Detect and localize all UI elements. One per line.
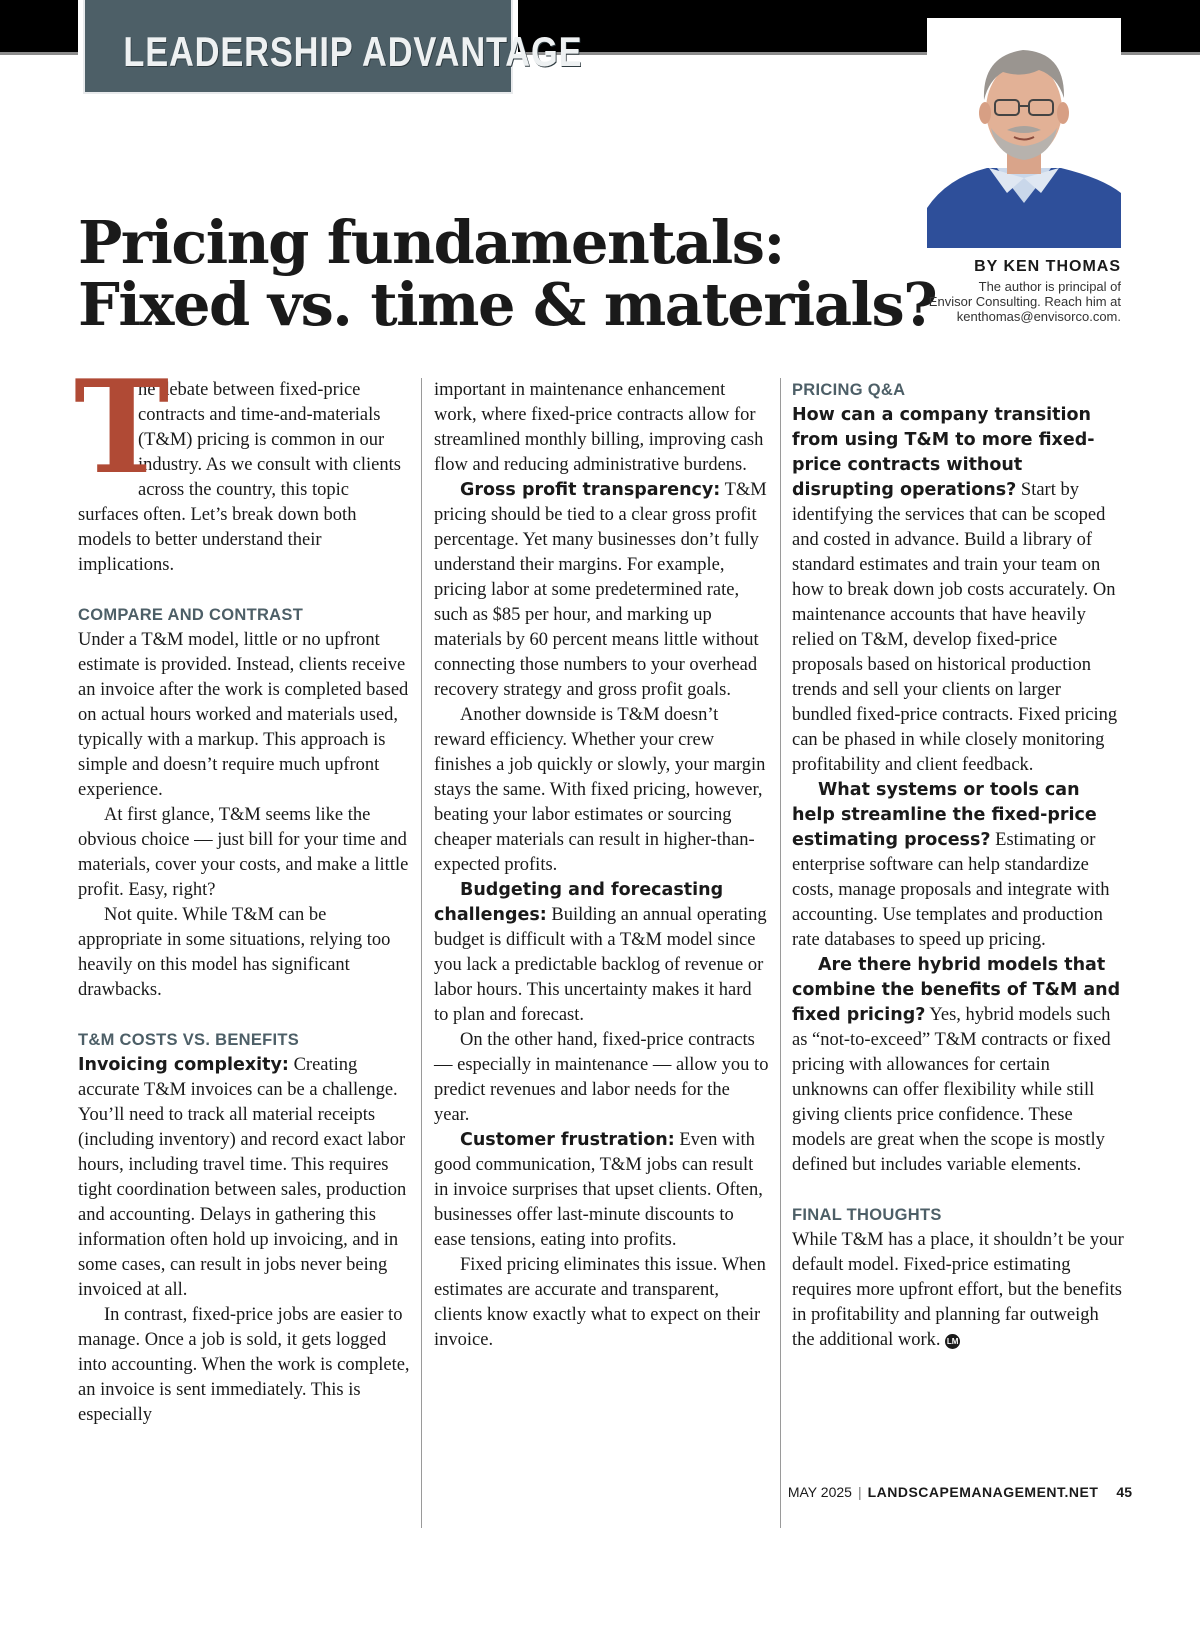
author-portrait-illustration <box>927 18 1121 248</box>
section-heading-final-thoughts: FINAL THOUGHTS <box>792 1206 942 1224</box>
paragraph: On the other hand, fixed-price contracts — especially in maintenance — allow you to predict revenues and labor needs for the year. <box>434 1030 769 1125</box>
paragraph <box>792 1228 1124 1353</box>
paragraph: At first glance, T&M seems like the obvious choice — just bill for your time and materials, cover your costs, and make a little profit. Easy, right? <box>78 805 409 900</box>
paragraph: Not quite. While T&M can be appropriate in some situations, relying too heavily on this model has significant drawbacks. <box>78 905 391 1000</box>
question: How can a company transition from using T&M to more fixed-price contracts without disrupting operations? <box>792 405 1095 500</box>
answer: Estimating or enterprise software can help standardize costs, manage proposals and integrate with accounting. Use templates and production rate databases to speed up pricing. <box>792 830 1110 950</box>
paragraph <box>434 478 769 703</box>
article-column-3 <box>792 378 1124 1353</box>
section-banner-label: LEADERSHIP ADVANTAGE <box>123 28 583 75</box>
paragraph: Another downside is T&M doesn’t reward efficiency. Whether your crew finishes a job quickly or slowly, your margin stays the same. With fixed pricing, however, beating your labor estimates or sourcing cheaper materials can result in higher-than-expected profits. <box>434 705 766 875</box>
paragraph-text: Even with good communication, T&M jobs can result in invoice surprises that upset clients. Often, businesses offer last-minute discounts to ease tensions, eating into profits. <box>434 1130 763 1250</box>
answer: Start by identifying the services that can be scoped and costed in advance. Build a library of standard estimates and train your team on how to break down job costs accurately. On maintenance accounts that have heavily relied on T&M, develop fixed-price proposals based on historical production trends and sell your clients on larger bundled fixed-price contracts. Fixed pricing can be phased in while closely monitoring profitability and client feedback. <box>792 480 1118 775</box>
qa-item <box>792 778 1124 953</box>
author-photo <box>927 18 1121 248</box>
lead-in-invoicing: Invoicing complexity: <box>78 1055 289 1075</box>
answer: Yes, hybrid models such as “not-to-exceed” T&M contracts or fixed pricing with allowances for certain unknowns can offer flexibility while still giving clients price confidence. These models are great when the scope is mostly defined but includes variable elements. <box>792 1005 1111 1175</box>
paragraph: In contrast, fixed-price jobs are easier to manage. Once a job is sold, it gets logged into accounting. When the work is complete, an invoice is sent immediately. This is especially <box>78 1305 410 1425</box>
intro-paragraph: he debate between fixed-price contracts and time-and-materials (T&M) pricing is common in our industry. As we consult with clients across the country, this topic surfaces often. Let’s break down both models to better understand their implications. <box>78 380 401 575</box>
article-title-line-1: Pricing fundamentals: <box>78 208 784 277</box>
paragraph: important in maintenance enhancement work, where fixed-price contracts allow for streamlined monthly billing, improving cash flow and reducing administrative burdens. <box>434 380 764 475</box>
page-number: 45 <box>1116 1484 1132 1500</box>
article-title-line-2: Fixed vs. time & materials? <box>78 270 937 339</box>
lead-in-budgeting: Budgeting and forecasting challenges: <box>434 880 724 925</box>
top-rule-left <box>0 52 80 55</box>
byline-bio-line-2: Envisor Consulting. Reach him at <box>928 294 1121 309</box>
paragraph: Fixed pricing eliminates this issue. When estimates are accurate and transparent, clients know exactly what to expect on their invoice. <box>434 1255 766 1350</box>
drop-cap <box>74 353 170 503</box>
byline-author: BY KEN THOMAS <box>974 258 1121 275</box>
page-footer <box>788 1484 1132 1500</box>
section-heading-qa: PRICING Q&A <box>792 381 906 399</box>
section-heading-compare: COMPARE AND CONTRAST <box>78 606 304 624</box>
byline-bio <box>929 279 1121 324</box>
paragraph-text: Building an annual operating budget is difficult with a T&M model since you lack a predictable backlog of revenue or labor hours. This uncertainty makes it hard to plan and forecast. <box>434 905 767 1025</box>
column-divider-1 <box>421 378 422 1528</box>
paragraph <box>78 1053 410 1303</box>
paragraph-text: While T&M has a place, it shouldn’t be your default model. Fixed-price estimating requires more upfront effort, but the benefits in profitability and planning far outweigh the additional work. <box>792 1230 1124 1350</box>
question: What systems or tools can help streamline the fixed-price estimating process? <box>792 780 1097 850</box>
qa-item <box>792 403 1124 778</box>
paragraph <box>434 878 769 1028</box>
byline-bio-line-3: kenthomas@envisorco.com. <box>956 309 1121 324</box>
column-divider-2 <box>780 378 781 1528</box>
footer-separator: | <box>857 1484 862 1500</box>
lead-in-customer: Customer frustration: <box>460 1130 675 1150</box>
qa-item <box>792 953 1124 1178</box>
question: Are there hybrid models that combine the benefits of T&M and fixed pricing? <box>792 955 1121 1025</box>
footer-date: MAY 2025 <box>787 1484 852 1500</box>
lead-in-gross-profit: Gross profit transparency: <box>460 480 721 500</box>
end-mark-icon: LM <box>945 1334 960 1349</box>
footer-site: LANDSCAPEMANAGEMENT.NET <box>867 1484 1099 1500</box>
article-column-2 <box>434 378 769 1353</box>
section-banner <box>83 0 583 94</box>
article-column-1 <box>74 353 410 1428</box>
paragraph-text: T&M pricing should be tied to a clear gross profit percentage. Yet many businesses don’t fully understand their margins. For example, pricing labor at some predetermined rate, such as $85 per hour, and marking up materials by 60 percent means little without connecting those numbers to your overhead recovery strategy and gross profit goals. <box>434 480 767 700</box>
drop-cap-letter: T <box>74 353 170 503</box>
article-title <box>78 208 937 339</box>
byline <box>929 258 1121 324</box>
byline-bio-line-1: The author is principal of <box>978 279 1121 294</box>
section-heading-costs-benefits: T&M COSTS VS. BENEFITS <box>78 1031 300 1049</box>
paragraph-text: Creating accurate T&M invoices can be a challenge. You’ll need to track all material receipts (including inventory) and record exact labor hours, including travel time. This requires tight coordination between sales, production and accounting. Delays in gathering this information often hold up invoicing, and in some cases, can result in jobs never being invoiced at all. <box>78 1055 407 1300</box>
paragraph: Under a T&M model, little or no upfront estimate is provided. Instead, clients receive an invoice after the work is completed based on actual hours worked and materials used, typically with a markup. This approach is simple and doesn’t require much upfront experience. <box>78 630 409 800</box>
paragraph <box>434 1128 769 1253</box>
